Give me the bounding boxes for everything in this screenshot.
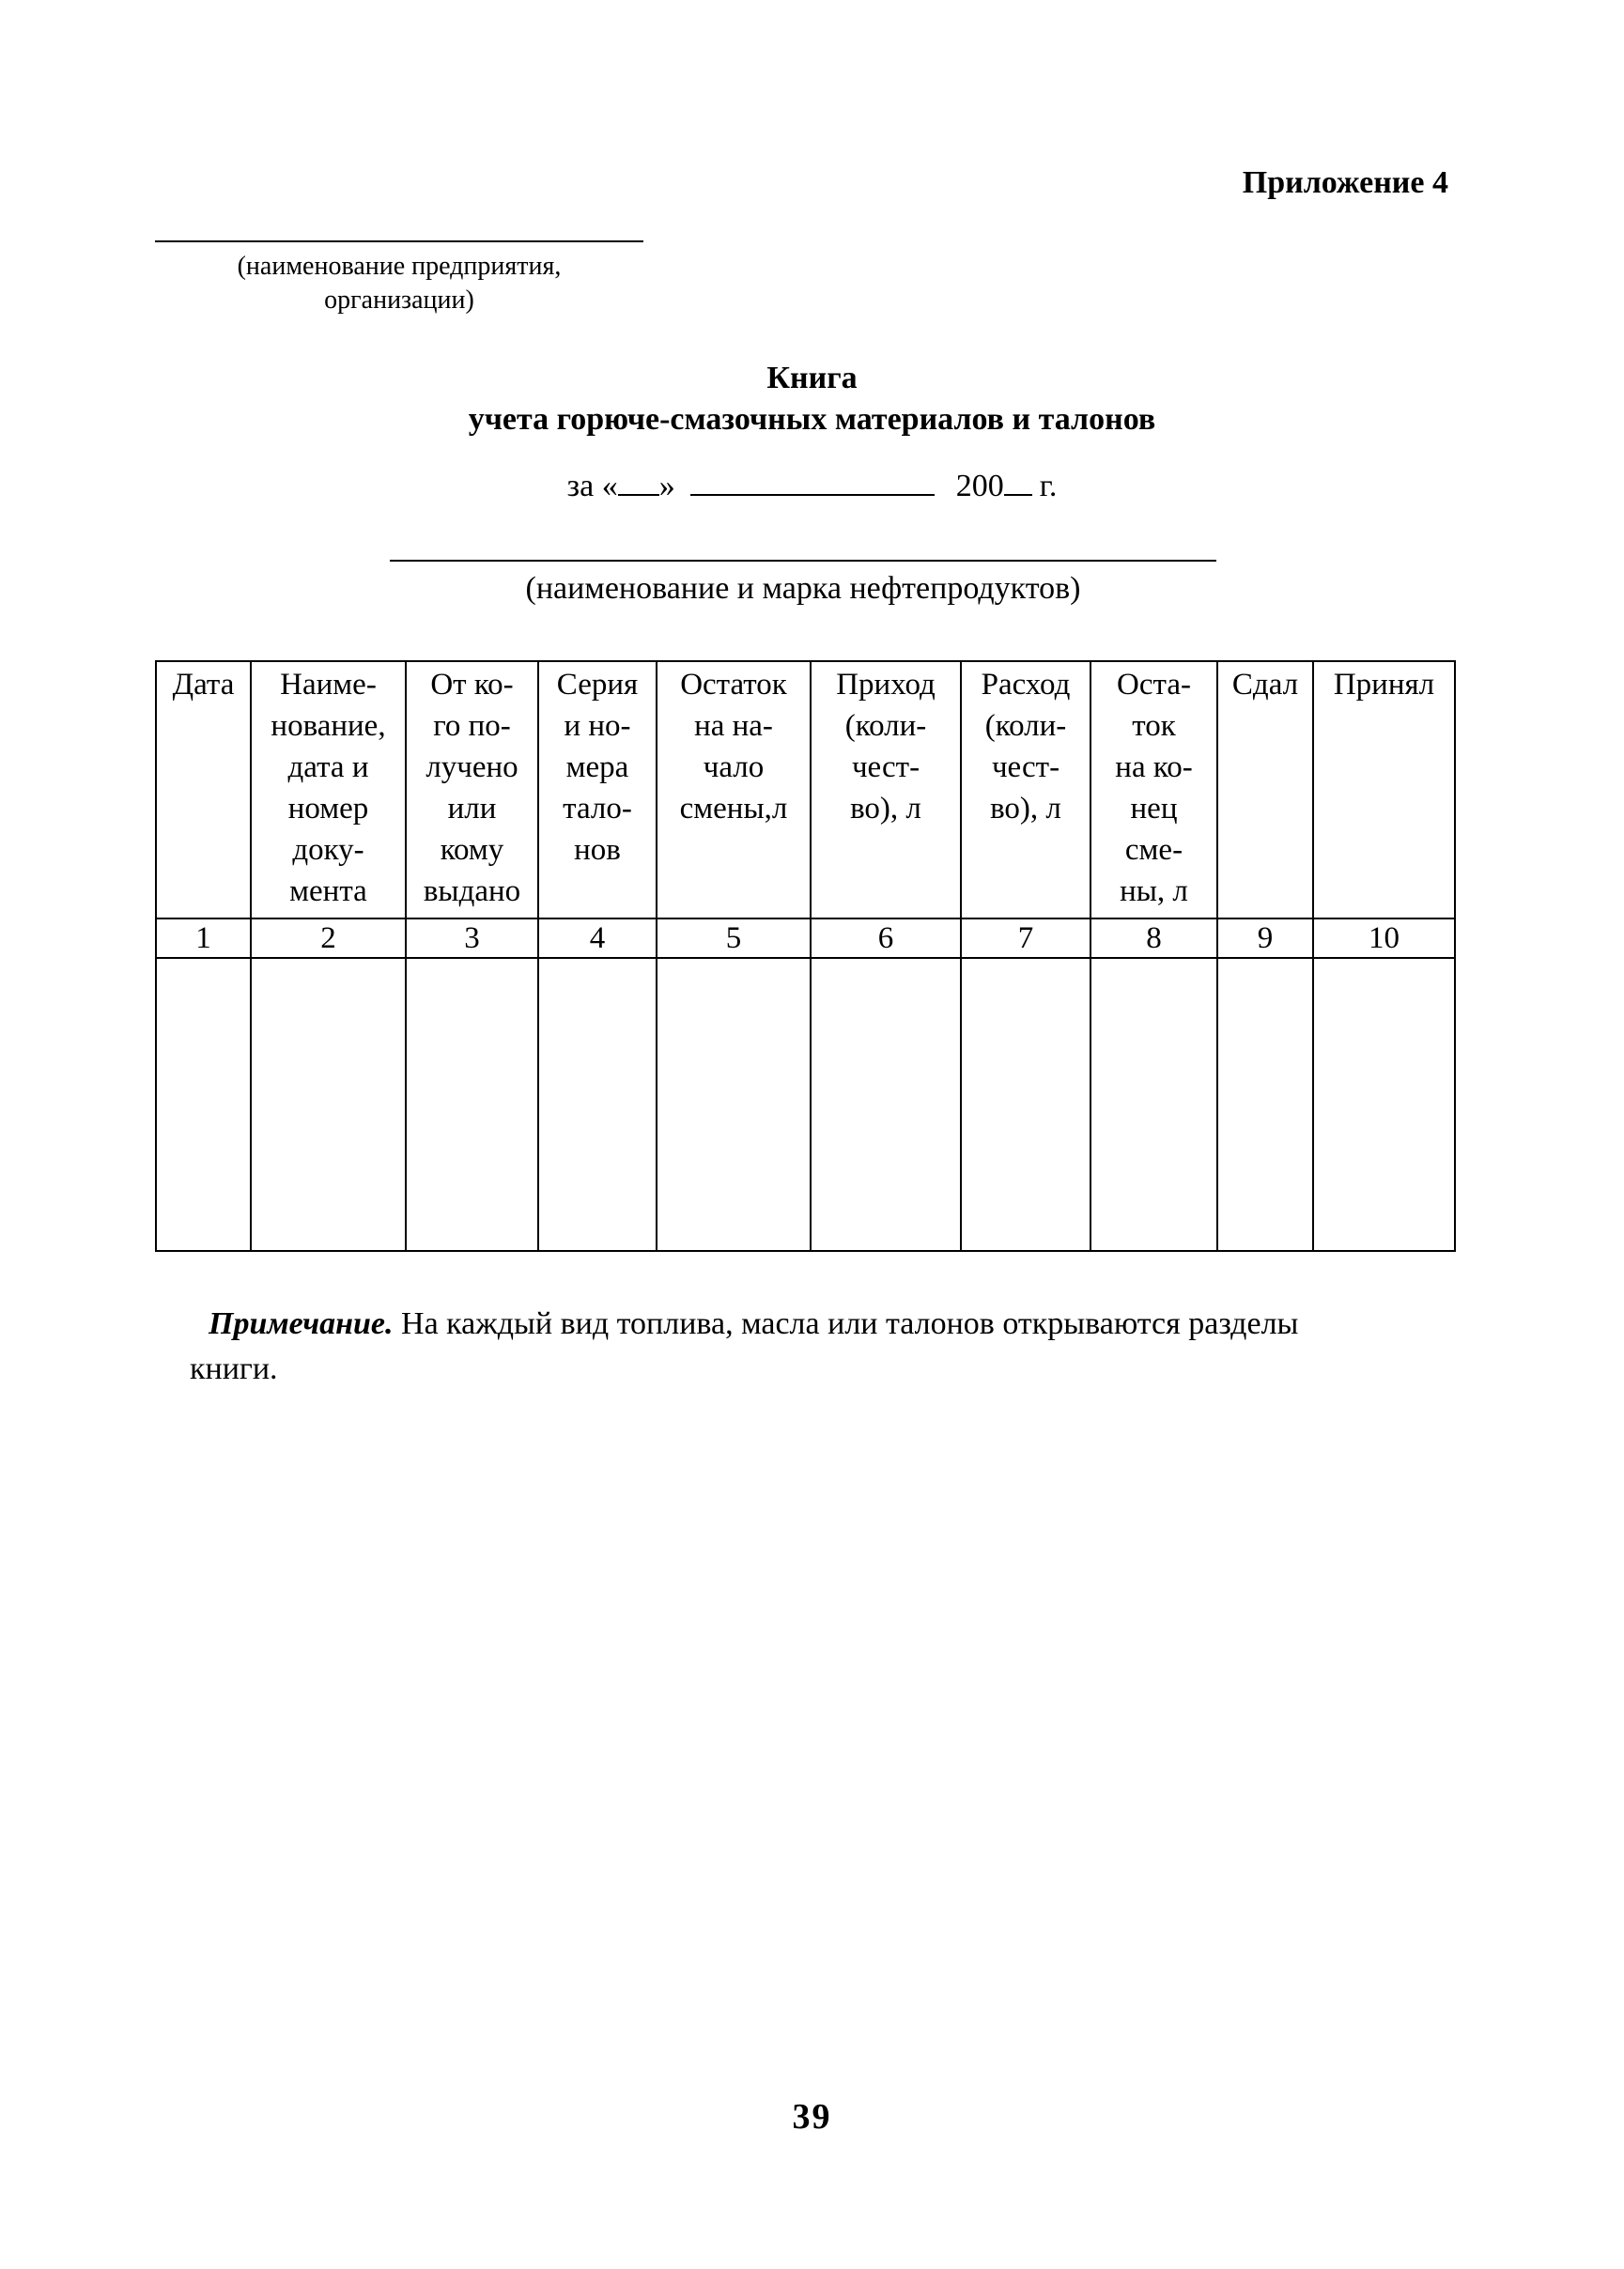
column-number: 1	[156, 918, 251, 958]
year-blank	[1004, 466, 1032, 496]
empty-cell	[1313, 958, 1455, 1251]
note-paragraph	[190, 1302, 1454, 1392]
empty-cell	[538, 958, 657, 1251]
empty-cell	[811, 958, 961, 1251]
header-cell-accepted: Принял	[1313, 661, 1455, 918]
header-cell-from-to: От ко- го по- лучено или кому выдано	[406, 661, 538, 918]
empty-cell	[961, 958, 1090, 1251]
column-number: 6	[811, 918, 961, 958]
product-name-line	[390, 560, 1216, 562]
header-cell-date: Дата	[156, 661, 251, 918]
table-row	[156, 958, 1455, 1251]
org-caption-line-2: организации)	[324, 286, 474, 315]
header-cell-series: Серия и но- мера тало- нов	[538, 661, 657, 918]
header-cell-document: Наиме- нование, дата и номер доку- мента	[251, 661, 406, 918]
period-quote-close: »	[658, 469, 675, 503]
column-number: 7	[961, 918, 1090, 958]
column-number: 4	[538, 918, 657, 958]
empty-cell	[251, 958, 406, 1251]
book-title: Книга	[766, 361, 858, 395]
column-number: 9	[1217, 918, 1313, 958]
empty-cell	[406, 958, 538, 1251]
note-text-continuation: книги.	[190, 1351, 278, 1386]
empty-cell	[1217, 958, 1313, 1251]
header-cell-handed-over: Сдал	[1217, 661, 1313, 918]
year-prefix: 200	[955, 469, 1004, 503]
header-cell-closing-balance: Оста- ток на ко- нец сме- ны, л	[1090, 661, 1217, 918]
appendix-label: Приложение 4	[1242, 165, 1448, 200]
column-number: 3	[406, 918, 538, 958]
org-name-caption	[155, 250, 643, 317]
empty-cell	[657, 958, 811, 1251]
note-label: Примечание.	[209, 1306, 394, 1341]
table-header-row	[156, 661, 1455, 918]
column-number: 2	[251, 918, 406, 958]
period-line	[0, 466, 1624, 504]
org-caption-line-1: (наименование предприятия,	[237, 252, 562, 281]
ledger-table	[155, 660, 1456, 1252]
period-prefix: за «	[566, 469, 618, 503]
empty-cell	[156, 958, 251, 1251]
header-cell-expense: Расход (коли- чест- во), л	[961, 661, 1090, 918]
month-blank	[690, 466, 935, 496]
header-cell-opening-balance: Остаток на на- чало смены,л	[657, 661, 811, 918]
column-number: 8	[1090, 918, 1217, 958]
column-number: 10	[1313, 918, 1455, 958]
book-subtitle: учета горюче-смазочных материалов и талонов	[468, 402, 1156, 437]
empty-cell	[1090, 958, 1217, 1251]
org-name-line	[155, 240, 643, 242]
header-cell-income: Приход (коли- чест- во), л	[811, 661, 961, 918]
page-number: 39	[792, 2097, 832, 2137]
year-suffix: г.	[1039, 469, 1058, 503]
column-number-row	[156, 918, 1455, 958]
product-caption: (наименование и марка нефтепродуктов)	[525, 571, 1081, 606]
day-blank	[618, 466, 659, 496]
column-number: 5	[657, 918, 811, 958]
note-text: На каждый вид топлива, масла или талонов открываются разделы	[393, 1306, 1299, 1341]
